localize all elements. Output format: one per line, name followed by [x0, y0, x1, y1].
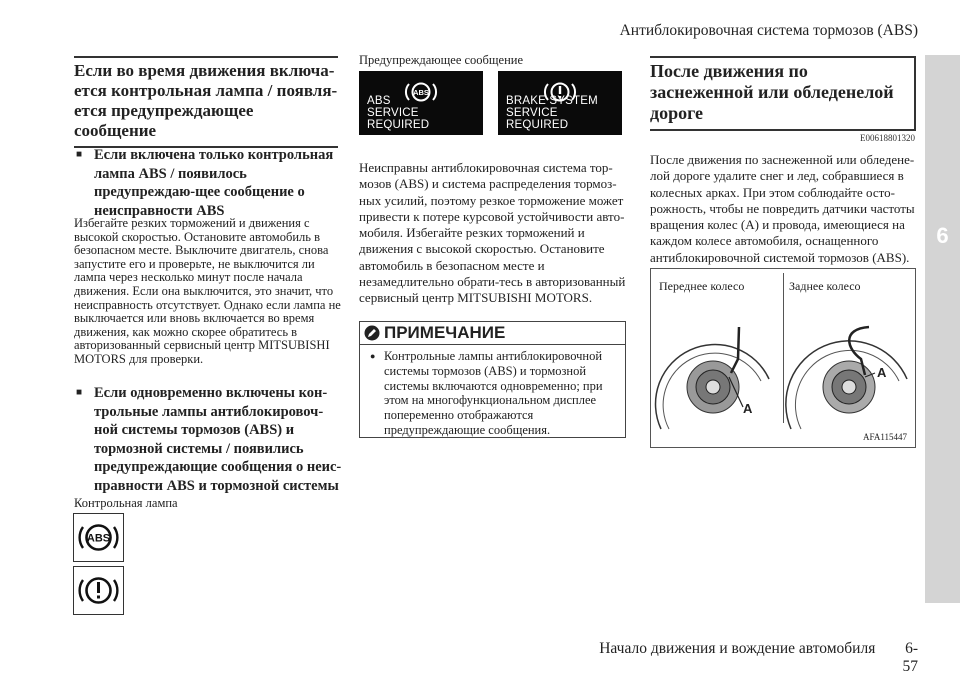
chapter-number: 6: [936, 223, 949, 248]
paragraph-abs-brake-fault: Неисправны антиблокировочная система тор-мозов (ABS) и система распределения тормоз-ных усилий, поэтому резкое торможение может привести к потере курсовой устойчивости авто-мобиля. Избегайте резких торможений и движения с высокой скоростью. Остановите автомобиль в безопасном месте и незамедлительно обрати-тесь в авторизованный сервисный центр MITSUBISHI MOTORS.: [359, 160, 626, 306]
abs-lamp-icon: [73, 513, 124, 562]
abs-message-line1: ABS: [367, 95, 391, 107]
brake-lamp-icon: [73, 566, 124, 615]
warning-message-label: Предупреждающее сообщение: [359, 53, 523, 67]
abs-lamp-icon-text: ABS: [86, 532, 111, 545]
subheading-abs-only: ■ Если включена только контрольная лампа ABS / появилось предупреждаю-щее сообщение о неисправности ABS: [74, 146, 346, 220]
figure-label-a-front: A: [743, 401, 753, 416]
footer-chapter: Начало движения и вождение автомобиля: [599, 640, 876, 657]
figure-code: AFA115447: [862, 432, 907, 442]
abs-service-message: [359, 71, 483, 135]
wheel-sensor-figure: [650, 268, 916, 448]
lamp-label: Контрольная лампа: [74, 496, 178, 510]
section-heading-warning-lamp: Если во время движения включа-ется контрольная лампа / появля-ется предупреждающее сообщение: [74, 56, 338, 148]
note-title: ПРИМЕЧАНИЕ: [384, 323, 506, 342]
note-text: ● Контрольные лампы антиблокировочной системы тормозов (ABS) и тормозной системы включаются одновременно; при этом на многофункциональном дисплее попеременно отображаются предупреждающие сообщения.: [370, 349, 620, 438]
brake-message-line1: BRAKE SYSTEM: [506, 95, 598, 107]
section-heading-snow: После движения по заснеженной или обледенелой дороге: [650, 56, 916, 131]
note-box: [359, 321, 626, 438]
wheel-sensor-drawing: [651, 269, 915, 447]
figure-label-front: Переднее колесо: [659, 279, 745, 293]
subheading-abs-and-brake: ■ Если одновременно включены кон-трольные лампы антиблокировоч-ной системы тормозов (ABS) и тормозной системы / появились предупреждающие сообщения о неис-правности ABS и тормозной системы: [74, 384, 346, 495]
page-footer: [598, 640, 918, 676]
brake-service-message: [498, 71, 622, 135]
footer-page-number: 6-57: [902, 640, 918, 675]
brake-message-line2: SERVICE REQUIRED: [506, 107, 569, 131]
chapter-side-tab: [925, 55, 960, 603]
abs-warning-icon-text: ABS: [413, 87, 429, 97]
page-header-title: Антиблокировочная система тормозов (ABS): [619, 22, 918, 39]
note-header: [360, 322, 625, 345]
section-code: E00618801320: [860, 133, 915, 143]
figure-label-a-rear: A: [877, 365, 887, 380]
figure-label-rear: Заднее колесо: [789, 279, 861, 293]
paragraph-snow: После движения по заснеженной или обледене-лой дороге удалите снег и лед, собравшиеся в колесных арках. При этом соблюдайте осто-рожность, чтобы не повредить датчики частоты вращения колес (A) и провода, имеющиеся на каждом колесе автомобиля, оснащенного антиблокировочной системой тормозов (ABS).: [650, 152, 915, 265]
pencil-icon: [364, 325, 380, 341]
paragraph-abs-only: Избегайте резких торможений и движения с высокой скоростью. Остановите автомобиль в безопасном месте. Выключите двигатель, снова запустите его и проверьте, не выключится ли лампа через несколько минут после начала движения. Если она выключится, это значит, что неисправность отсутствует. Однако если лампа не выключается или вновь включается во время движения, как можно скорее обратитесь в авторизованный сервисный центр MITSUBISHI MOTORS для проверки.: [74, 216, 341, 366]
abs-message-line2: SERVICE REQUIRED: [367, 107, 430, 131]
